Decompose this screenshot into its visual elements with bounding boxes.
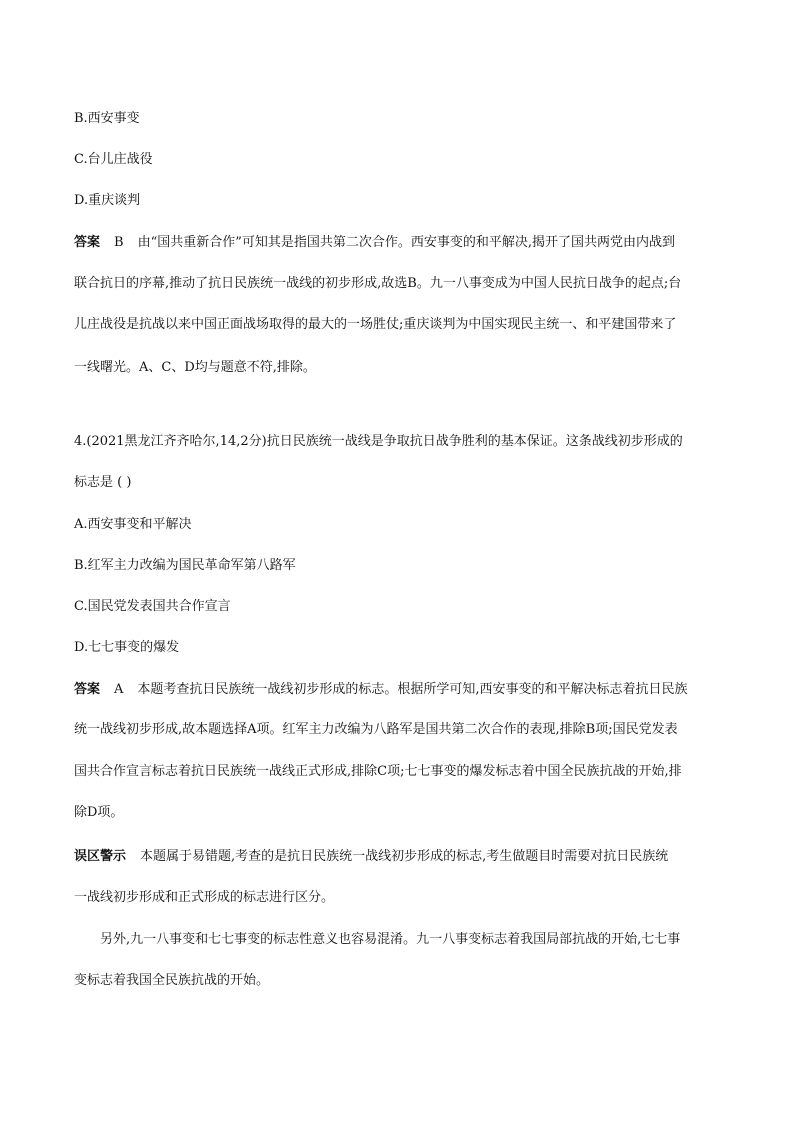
q4-answer-line-4: 除D项。: [74, 805, 124, 820]
q4-extra-line-2: 变标志着我国全民族抗战的开始。: [74, 973, 270, 988]
q3-answer-line-2: 联合抗日的序幕,推动了抗日民族统一战线的初步形成,故选B。九一八事变成为中国人民抗日战争的起点;台: [74, 276, 682, 291]
q3-answer-line-3: 儿庄战役是抗战以来中国正面战场取得的最大的一场胜仗;重庆谈判为中国实现民主统一、和平建国带来了: [74, 317, 677, 332]
q4-stem-line-1: 4.(2021黑龙江齐齐哈尔,14,2分)抗日民族统一战线是争取抗日战争胜利的基本保证。这条战线初步形成的: [74, 434, 683, 449]
q3-answer-line-4: 一线曙光。A、C、D均与题意不符,排除。: [74, 360, 316, 375]
q3-option-b: B.西安事变: [74, 111, 140, 126]
q4-option-a: A.西安事变和平解决: [74, 517, 192, 532]
q4-warning-line-1: [74, 849, 668, 865]
q3-answer-label: 答案: [74, 235, 101, 250]
q4-option-b: B.红军主力改编为国民革命军第八路军: [74, 558, 296, 573]
q3-answer-line-1: [74, 235, 675, 251]
q4-warning-line-2: 一战线初步形成和正式形成的标志进行区分。: [74, 890, 335, 905]
q4-answer-text: 本题考查抗日民族统一战线初步形成的标志。根据所学可知,西安事变的和平解决标志着抗日民族: [137, 682, 688, 697]
q3-answer-text: 由“国共重新合作”可知其是指国共第二次合作。西安事变的和平解决,揭开了国共两党由内战到: [137, 235, 676, 250]
q4-answer-key: A: [114, 682, 124, 697]
q4-option-d: D.七七事变的爆发: [74, 640, 180, 655]
q3-option-c: C.台儿庄战役: [74, 152, 153, 167]
q4-answer-line-2: 统一战线初步形成,故本题选择A项。红军主力改编为八路军是国共第二次合作的表现,排除B项;国民党发表: [74, 722, 678, 737]
q4-answer-line-1: [74, 682, 688, 698]
q4-warning-text: 本题属于易错题,考查的是抗日民族统一战线初步形成的标志,考生做题目时需要对抗日民族统: [140, 849, 669, 864]
q4-extra-line-1: 另外,九一八事变和七七事变的标志性意义也容易混淆。九一八事变标志着我国局部抗战的开始,七七事: [100, 932, 681, 947]
q3-answer-key: B: [114, 235, 124, 250]
q4-option-c: C.国民党发表国共合作宣言: [74, 599, 231, 614]
q3-option-d: D.重庆谈判: [74, 193, 141, 208]
q4-warning-label: 误区警示: [74, 849, 127, 864]
q4-answer-line-3: 国共合作宣言标志着抗日民族统一战线正式形成,排除C项;七七事变的爆发标志着中国全民族抗战的开始,排: [74, 764, 682, 779]
q4-stem-line-2: 标志是 ( ): [74, 475, 132, 490]
q4-answer-label: 答案: [74, 682, 101, 697]
